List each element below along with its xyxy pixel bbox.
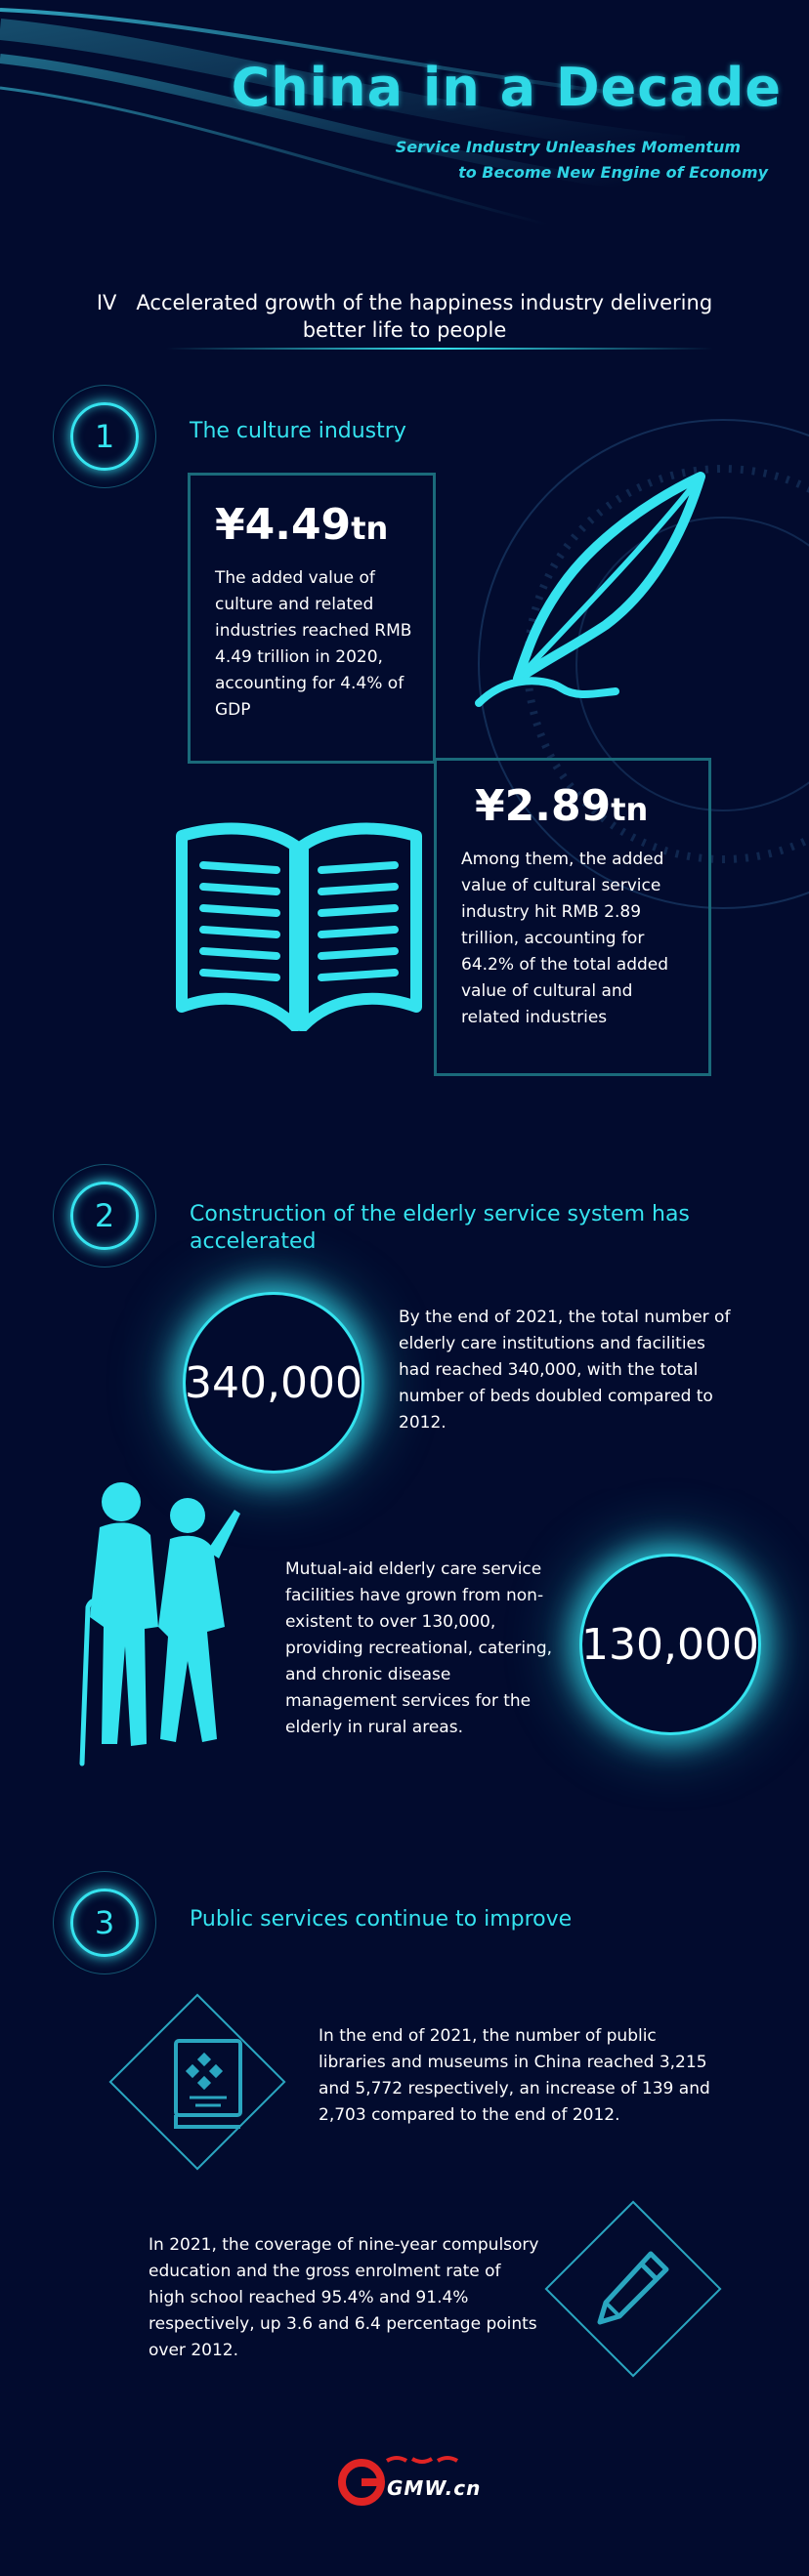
culture-stat-2 [461,781,696,1031]
item-2-title [190,1201,737,1256]
item-1-title: The culture industry [190,419,406,443]
culture-stat-1-desc: The added value of culture and related industries reached RMB 4.49 trillion in 2020, accounting for 4.4% of GDP [215,568,412,720]
elderly-couple-icon [61,1480,256,1769]
section-number: IV [96,291,117,314]
page-title: China in a Decade [231,57,782,118]
subtitle-line-2: to Become New Engine of Economy [458,163,768,182]
section-divider [166,348,713,350]
library-book-icon [166,2037,250,2133]
elderly-stat-2-circle: 130,000 [582,1557,758,1732]
culture-stat-1 [215,500,420,724]
culture-stat-2-value: ¥2.89tn [475,781,649,831]
item-1-badge: 1 [70,402,139,471]
pencil-icon [592,2248,672,2328]
elderly-stat-2-desc: Mutual-aid elderly care service facilities have grown from non-existent to over 130,000, providing recreational, catering, and chronic disease management services for the elderly in rural areas. [285,1559,553,1737]
public-stat-1-desc: In the end of 2021, the number of public libraries and museums in China reached 3,215 and 5,772 respectively, an increase of 139 and 2,703 compared to the end of 2012. [319,2026,710,2125]
culture-stat-1-value: ¥4.49tn [215,500,389,550]
item-2-title-line-1: Construction of the elderly service system has [190,1202,690,1226]
page-subtitle [395,135,768,186]
section-heading [39,289,770,344]
quill-icon [469,469,713,713]
elderly-stat-1-desc: By the end of 2021, the total number of elderly care institutions and facilities had reached 340,000, with the total number of beds doubled compared to 2012. [399,1308,731,1433]
item-3-badge: 3 [70,1889,139,1957]
item-2-badge: 2 [70,1182,139,1250]
header-light-streaks [0,0,809,254]
footer-logo-text: GMW.cn [387,2476,482,2500]
item-3-title: Public services continue to improve [190,1907,573,1932]
subtitle-line-1: Service Industry Unleashes Momentum [395,138,741,156]
public-stat-2-desc: In 2021, the coverage of nine-year compulsory education and the gross enrolment rate of high school reached 95.4% and 91.4% respectively, up 3.6 and 6.4 percentage points over 2012. [149,2235,539,2360]
open-book-icon [174,816,424,1031]
item-2-title-line-2: accelerated [190,1229,317,1254]
footer-logo[interactable] [336,2451,483,2510]
section-heading-line-1: Accelerated growth of the happiness industry delivering [136,291,713,314]
elderly-stat-1-circle: 340,000 [186,1295,362,1471]
section-heading-line-2: better life to people [302,318,507,342]
culture-stat-2-desc: Among them, the added value of cultural service industry hit RMB 2.89 trillion, accounting for 64.2% of the total added value of cultural and related industries [461,850,669,1027]
